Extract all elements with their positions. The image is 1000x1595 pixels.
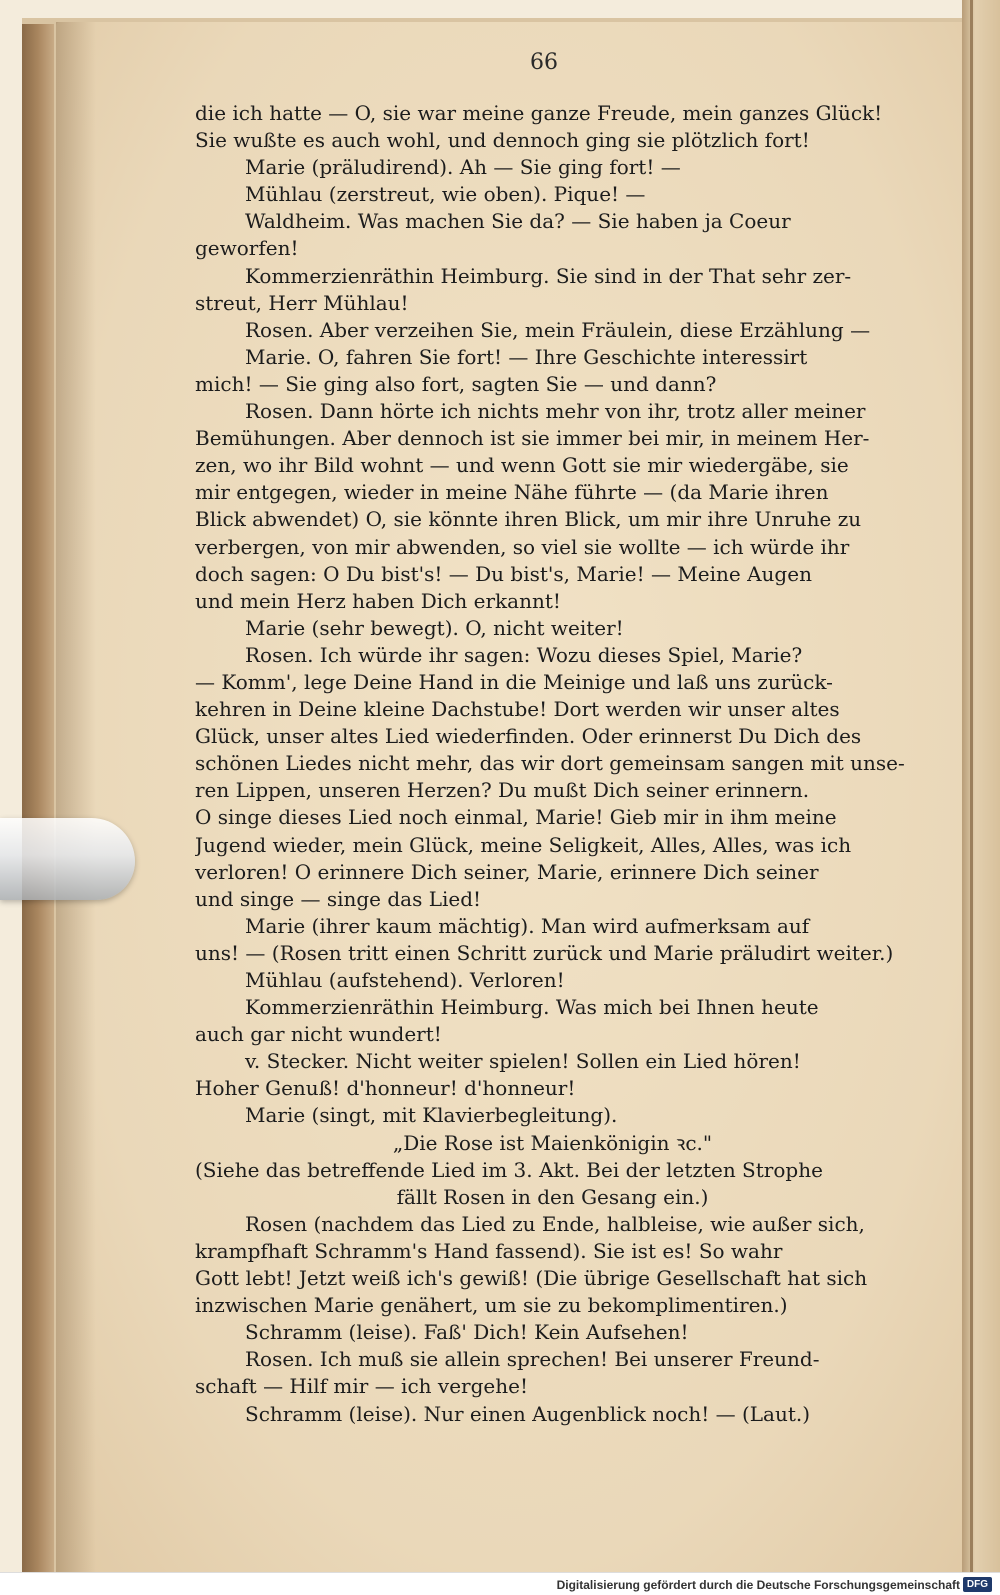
text-line: schönen Liedes nicht mehr, das wir dort gemeinsam sangen mit unse-: [195, 751, 905, 776]
text-line: doch sagen: O Du bist's! — Du bist's, Marie! — Meine Augen: [195, 561, 812, 586]
text-line: O singe dieses Lied noch einmal, Marie! Gieb mir in ihm meine: [195, 805, 837, 830]
text-line: Hoher Genuß! d'honneur! d'honneur!: [195, 1076, 576, 1101]
text-line: Rosen. Dann hörte ich nichts mehr von ihr, trotz aller meiner: [245, 399, 866, 424]
text-line: Marie. O, fahren Sie fort! — Ihre Geschichte interessirt: [245, 344, 808, 369]
text-line: Bemühungen. Aber dennoch ist sie immer bei mir, in meinem Her-: [195, 426, 870, 451]
text-line: mir entgegen, wieder in meine Nähe führte — (da Marie ihren: [195, 480, 829, 505]
text-line: Rosen. Ich muß sie allein sprechen! Bei unserer Freund-: [245, 1347, 820, 1372]
page-edge-line: [970, 0, 973, 1575]
text-line: Jugend wieder, mein Glück, meine Seligkeit, Alles, Alles, was ich: [195, 832, 852, 857]
text-line: verbergen, von mir abwenden, so viel sie wollte — ich würde ihr: [195, 534, 850, 559]
text-line: Marie (sehr bewegt). O, nicht weiter!: [245, 615, 624, 640]
page-text: [195, 100, 910, 1428]
text-line: mich! — Sie ging also fort, sagten Sie — und dann?: [195, 371, 717, 396]
text-line: verloren! O erinnere Dich seiner, Marie, erinnere Dich seiner: [195, 859, 819, 884]
text-line: Glück, unser altes Lied wiederfinden. Oder erinnerst Du Dich des: [195, 724, 862, 749]
text-line: Kommerzienräthin Heimburg. Sie sind in der That sehr zer-: [245, 263, 852, 288]
text-line: Mühlau (aufstehend). Verloren!: [245, 968, 565, 992]
text-line: Mühlau (zerstreut, wie oben). Pique! —: [245, 182, 646, 207]
text-line: — Komm', lege Deine Hand in die Meinige und laß uns zurück-: [195, 669, 833, 694]
glass-weight-reflection: [0, 818, 135, 900]
text-line: Marie (singt, mit Klavierbegleitung).: [245, 1103, 618, 1128]
gutter-shadow: [56, 22, 96, 1574]
text-line: inzwischen Marie genähert, um sie zu bekomplimentiren.): [195, 1293, 788, 1318]
text-line: fällt Rosen in den Gesang ein.): [396, 1184, 709, 1209]
text-line: Rosen. Aber verzeihen Sie, mein Fräulein, diese Erzählung —: [245, 317, 871, 342]
text-line: v. Stecker. Nicht weiter spielen! Sollen ein Lied hören!: [245, 1049, 801, 1074]
text-line: Schramm (leise). Nur einen Augenblick noch! — (Laut.): [245, 1401, 811, 1426]
text-line: kehren in Deine kleine Dachstube! Dort werden wir unser altes: [195, 697, 840, 722]
text-line: auch gar nicht wundert!: [195, 1022, 442, 1047]
text-line: und mein Herz haben Dich erkannt!: [195, 588, 561, 613]
text-line: „Die Rose ist Maienkönigin ꝛc.": [392, 1130, 713, 1155]
text-line: Blick abwendet) O, sie könnte ihren Blick, um mir ihre Unruhe zu: [195, 507, 862, 532]
text-line: krampfhaft Schramm's Hand fassend). Sie ist es! So wahr: [195, 1238, 783, 1263]
dfg-logo-icon: DFG: [963, 1577, 992, 1592]
text-line: und singe — singe das Lied!: [195, 886, 482, 911]
text-line: ren Lippen, unseren Herzen? Du mußt Dich seiner erinnern.: [195, 778, 810, 803]
text-line: schaft — Hilf mir — ich vergehe!: [195, 1374, 528, 1399]
footer-bar: [0, 1572, 1000, 1595]
text-line: Kommerzienräthin Heimburg. Was mich bei Ihnen heute: [245, 995, 819, 1020]
text-line: (Siehe das betreffende Lied im 3. Akt. Bei der letzten Strophe: [195, 1157, 823, 1182]
text-line: Gott lebt! Jetzt weiß ich's gewiß! (Die übrige Gesellschaft hat sich: [195, 1266, 868, 1291]
book-cover-edge: [22, 24, 54, 1572]
text-line: uns! — (Rosen tritt einen Schritt zurück und Marie präludirt weiter.): [195, 940, 894, 965]
next-page-edge: [962, 0, 1000, 1575]
text-line: Rosen. Ich würde ihr sagen: Wozu dieses Spiel, Marie?: [245, 642, 803, 667]
footer-credit: Digitalisierung gefördert durch die Deutsche Forschungsgemeinschaft: [556, 1578, 960, 1592]
text-line: Marie (präludirend). Ah — Sie ging fort! —: [245, 155, 681, 180]
text-line: Waldheim. Was machen Sie da? — Sie haben ja Coeur: [245, 209, 791, 234]
text-line: die ich hatte — O, sie war meine ganze Freude, mein ganzes Glück!: [195, 101, 883, 125]
text-line: Schramm (leise). Faß' Dich! Kein Aufsehen!: [245, 1320, 689, 1345]
text-line: Rosen (nachdem das Lied zu Ende, halbleise, wie außer sich,: [245, 1211, 865, 1236]
text-line: geworfen!: [195, 236, 299, 261]
page-number: 66: [530, 50, 558, 75]
text-line: Marie (ihrer kaum mächtig). Man wird aufmerksam auf: [245, 913, 810, 938]
text-line: streut, Herr Mühlau!: [195, 290, 409, 315]
text-line: Sie wußte es auch wohl, und dennoch ging sie plötzlich fort!: [195, 128, 810, 153]
text-line: zen, wo ihr Bild wohnt — und wenn Gott sie mir wiedergäbe, sie: [195, 453, 849, 478]
